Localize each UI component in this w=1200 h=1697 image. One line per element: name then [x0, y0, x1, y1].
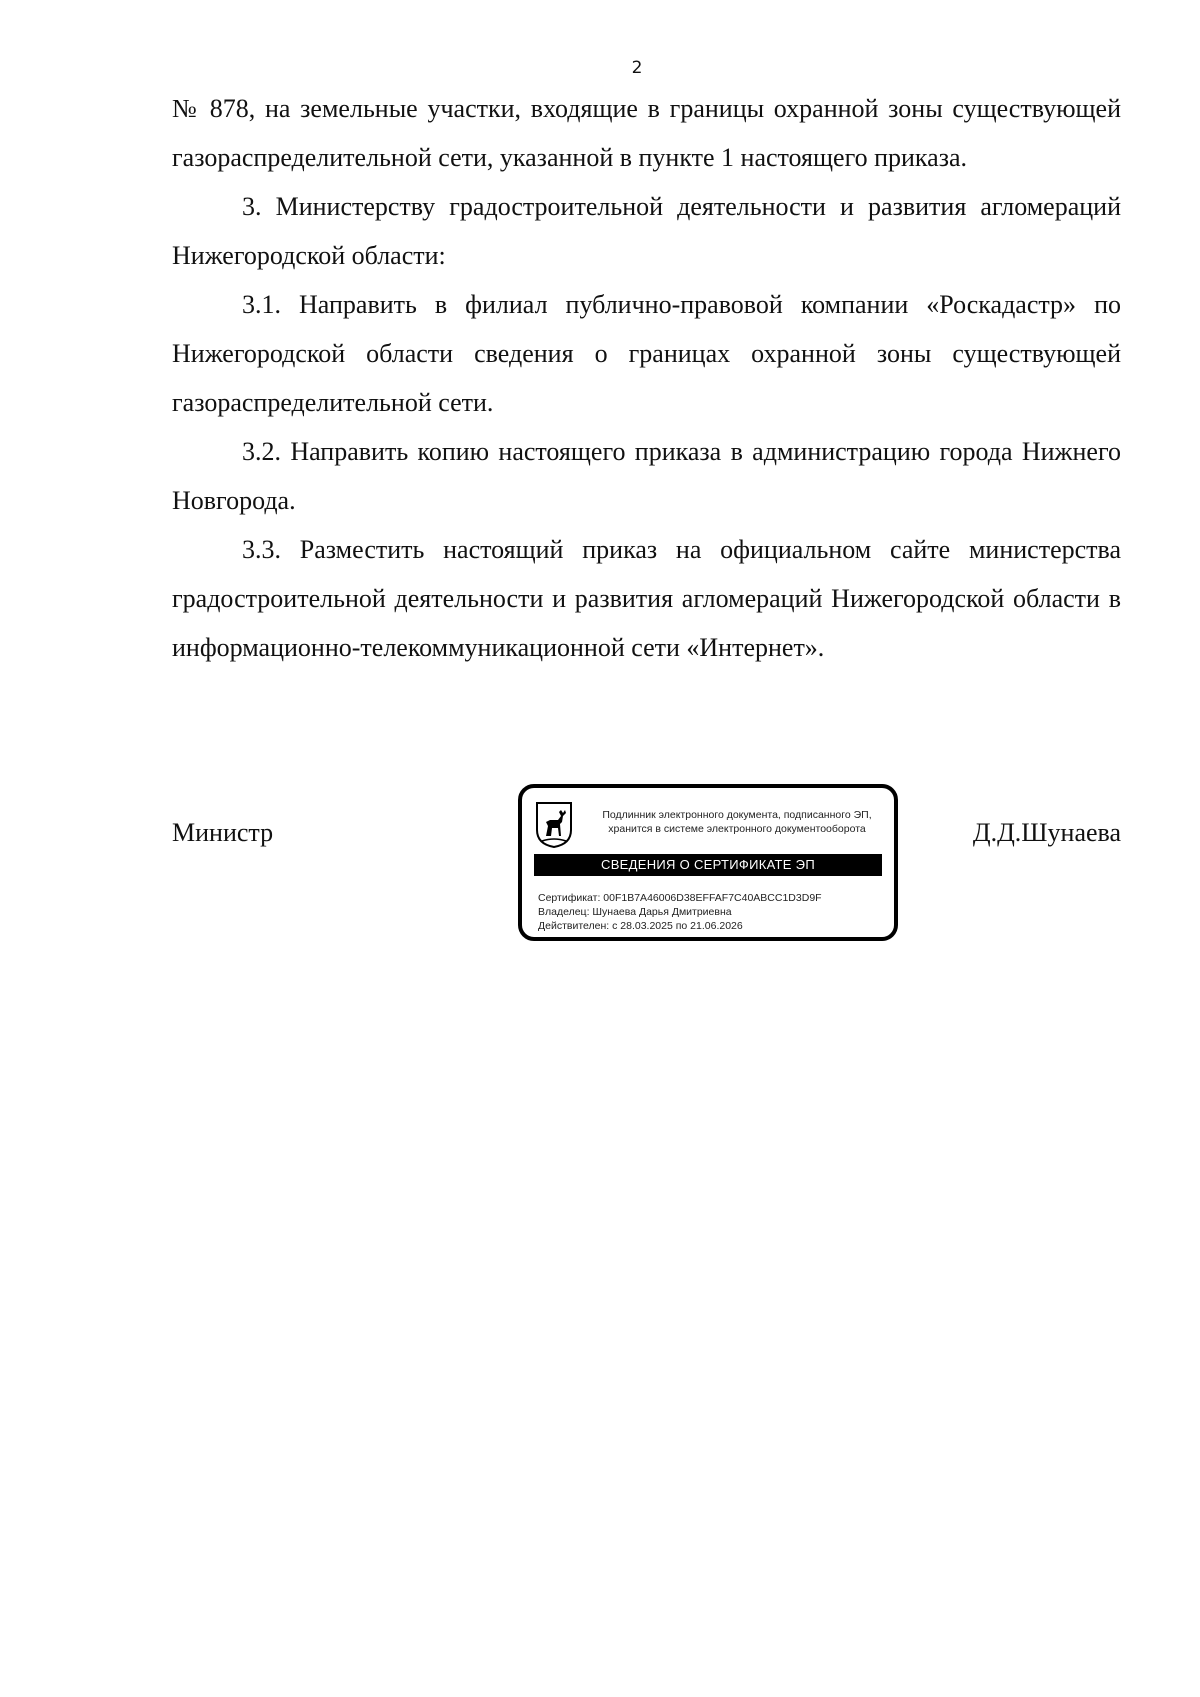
- certificate-details: [538, 891, 822, 933]
- stamp-notice-line-2: хранится в системе электронного документооборота: [608, 823, 866, 835]
- paragraph-item-3: 3. Министерству градостроительной деятельности и развития агломераций Нижегородской области:: [172, 192, 1121, 270]
- coat-of-arms-deer-icon: [534, 800, 574, 848]
- signatory-name: Д.Д.Шунаева: [972, 818, 1121, 847]
- paragraph-item-3-3: 3.3. Разместить настоящий приказ на официальном сайте министерства градостроительной деятельности и развития агломераций Нижегородской области в информационно-телекоммуникационной сети «Интернет».: [172, 535, 1121, 662]
- electronic-signature-stamp: [518, 784, 898, 941]
- stamp-notice-line-1: Подлинник электронного документа, подписанного ЭП,: [602, 809, 872, 821]
- page-number: 2: [631, 58, 643, 78]
- paragraph-item-3-1: 3.1. Направить в филиал публично-правовой компании «Роскадастр» по Нижегородской области сведения о границах охранной зоны существующей газораспределительной сети.: [172, 290, 1121, 417]
- document-body: [172, 84, 1121, 672]
- certificate-number: Сертификат: 00F1B7A46006D38EFFAF7C40ABCC1D3D9F: [538, 892, 822, 904]
- certificate-owner: Владелец: Шунаева Дарья Дмитриевна: [538, 906, 732, 918]
- signatory-role: Министр: [172, 818, 274, 847]
- certificate-info-bar: СВЕДЕНИЯ О СЕРТИФИКАТЕ ЭП: [534, 854, 882, 876]
- stamp-notice: [582, 808, 892, 836]
- certificate-validity: Действителен: с 28.03.2025 по 21.06.2026: [538, 920, 743, 932]
- paragraph-continuation: № 878, на земельные участки, входящие в границы охранной зоны существующей газораспределительной сети, указанной в пункте 1 настоящего приказа.: [172, 94, 1121, 172]
- signature-block: [172, 784, 1121, 954]
- paragraph-item-3-2: 3.2. Направить копию настоящего приказа в администрацию города Нижнего Новгорода.: [172, 437, 1121, 515]
